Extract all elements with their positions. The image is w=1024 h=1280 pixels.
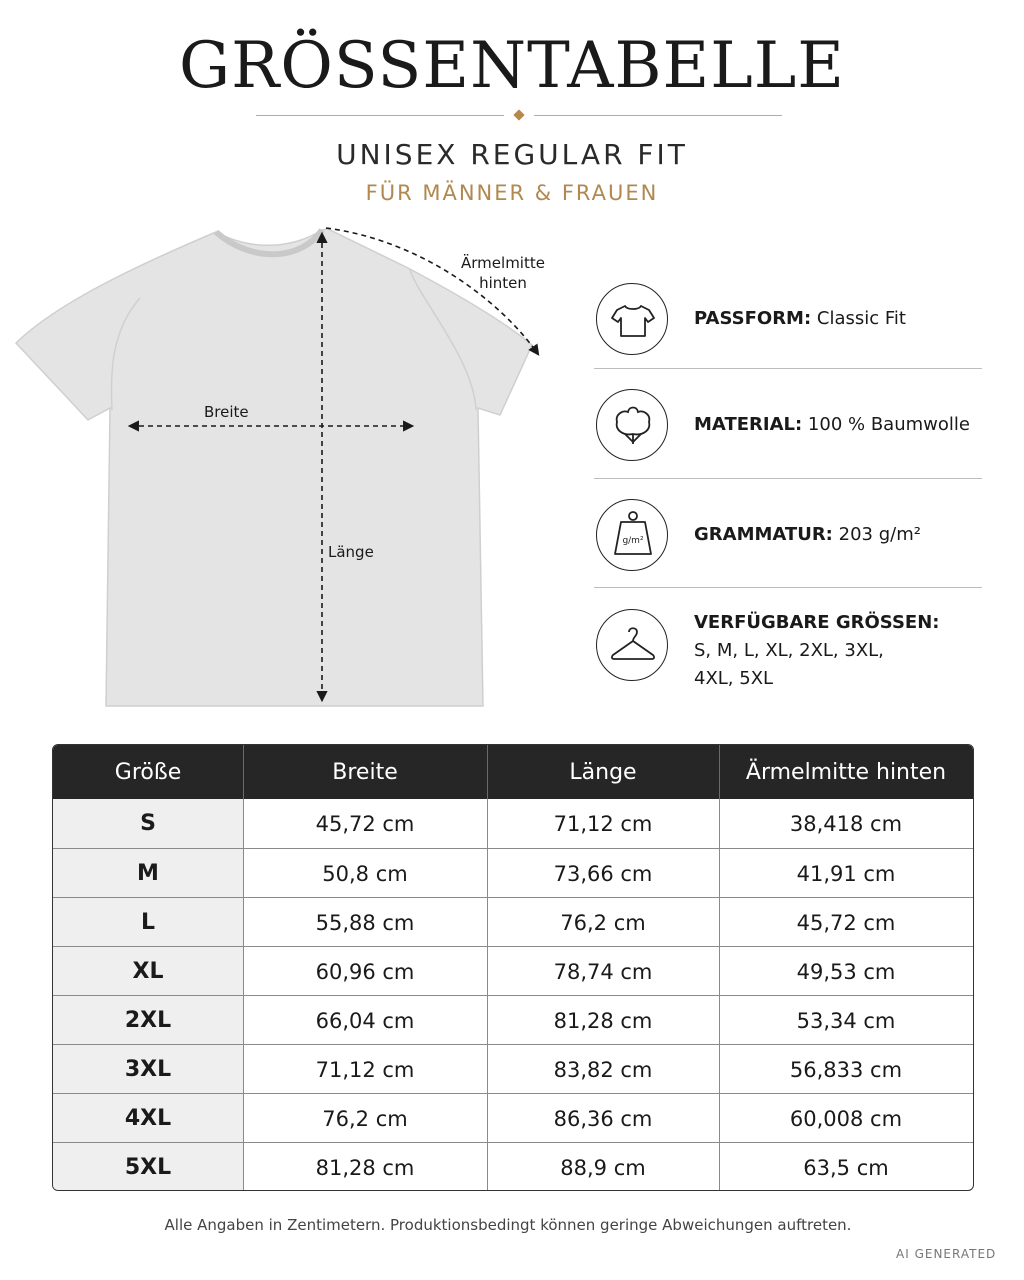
size-cell: 3XL bbox=[53, 1045, 243, 1094]
laenge-cell: 81,28 cm bbox=[553, 1009, 653, 1033]
laenge-cell: 86,36 cm bbox=[553, 1107, 653, 1131]
table-row bbox=[53, 1093, 973, 1142]
sleeve-label: Ärmelmitte hinten bbox=[461, 254, 545, 292]
header-breite: Breite bbox=[332, 760, 398, 785]
size-cell: L bbox=[53, 898, 243, 947]
aermel-cell: 60,008 cm bbox=[789, 1107, 903, 1131]
ai-generated-tag: AI GENERATED bbox=[896, 1247, 997, 1261]
breite-cell: 45,72 cm bbox=[315, 812, 415, 836]
table-row bbox=[53, 799, 973, 848]
aermel-cell: 41,91 cm bbox=[796, 862, 896, 886]
breite-cell: 81,28 cm bbox=[315, 1156, 415, 1180]
info-divider bbox=[594, 478, 982, 479]
aermel-cell: 63,5 cm bbox=[803, 1156, 889, 1180]
aermel-cell: 45,72 cm bbox=[796, 911, 896, 935]
size-table bbox=[52, 744, 974, 1191]
info-divider bbox=[594, 587, 982, 588]
laenge-cell: 88,9 cm bbox=[560, 1156, 646, 1180]
laenge-label: Länge bbox=[328, 543, 374, 561]
table-row bbox=[53, 995, 973, 1044]
size-cell: 5XL bbox=[53, 1143, 243, 1191]
breite-label: Breite bbox=[204, 403, 249, 421]
cotton-icon bbox=[596, 389, 668, 461]
laenge-cell: 73,66 cm bbox=[553, 862, 653, 886]
header-laenge: Länge bbox=[569, 760, 637, 785]
size-cell: S bbox=[53, 799, 243, 848]
svg-text:g/m²: g/m² bbox=[622, 536, 644, 546]
weight-icon bbox=[596, 499, 668, 571]
table-body bbox=[53, 799, 973, 1191]
table-row bbox=[53, 848, 973, 897]
title-divider-right bbox=[534, 115, 782, 116]
page-title: GRÖSSENTABELLE bbox=[179, 29, 845, 103]
table-row bbox=[53, 897, 973, 946]
breite-cell: 66,04 cm bbox=[315, 1009, 415, 1033]
laenge-cell: 78,74 cm bbox=[553, 960, 653, 984]
breite-cell: 55,88 cm bbox=[315, 911, 415, 935]
size-cell: XL bbox=[53, 947, 243, 996]
table-row bbox=[53, 1044, 973, 1093]
hanger-icon bbox=[596, 609, 668, 681]
size-cell: 2XL bbox=[53, 996, 243, 1045]
laenge-cell: 76,2 cm bbox=[560, 911, 646, 935]
info-grammatur: g/m² GRAMMATUR: 203 g/m² bbox=[594, 499, 982, 571]
info-material: MATERIAL: 100 % Baumwolle bbox=[594, 389, 982, 461]
title-divider-left bbox=[256, 115, 504, 116]
size-cell: M bbox=[53, 849, 243, 898]
footnote: Alle Angaben in Zentimetern. Produktionsbedingt können geringe Abweichungen auftreten. bbox=[164, 1216, 852, 1234]
laenge-cell: 71,12 cm bbox=[553, 812, 653, 836]
tshirt-icon bbox=[596, 283, 668, 355]
table-header bbox=[53, 745, 973, 799]
header-aermel: Ärmelmitte hinten bbox=[745, 760, 947, 785]
breite-cell: 60,96 cm bbox=[315, 960, 415, 984]
aermel-cell: 53,34 cm bbox=[796, 1009, 896, 1033]
page-tagline: FÜR MÄNNER & FRAUEN bbox=[365, 181, 659, 205]
breite-cell: 71,12 cm bbox=[315, 1058, 415, 1082]
size-cell: 4XL bbox=[53, 1094, 243, 1143]
aermel-cell: 49,53 cm bbox=[796, 960, 896, 984]
page-subtitle: UNISEX REGULAR FIT bbox=[336, 138, 688, 171]
header-groesse: Größe bbox=[114, 760, 182, 785]
tshirt-shape bbox=[16, 229, 532, 706]
divider-diamond-icon bbox=[513, 109, 524, 120]
breite-cell: 50,8 cm bbox=[322, 862, 408, 886]
info-groessen: VERFÜGBARE GRÖSSEN: S, M, L, XL, 2XL, 3XL, 4XL, 5XL bbox=[594, 609, 982, 699]
table-row bbox=[53, 1142, 973, 1191]
breite-cell: 76,2 cm bbox=[322, 1107, 408, 1131]
laenge-cell: 83,82 cm bbox=[553, 1058, 653, 1082]
info-passform: PASSFORM: Classic Fit bbox=[594, 283, 982, 355]
aermel-cell: 56,833 cm bbox=[789, 1058, 903, 1082]
table-row bbox=[53, 946, 973, 995]
info-divider bbox=[594, 368, 982, 369]
aermel-cell: 38,418 cm bbox=[789, 812, 903, 836]
